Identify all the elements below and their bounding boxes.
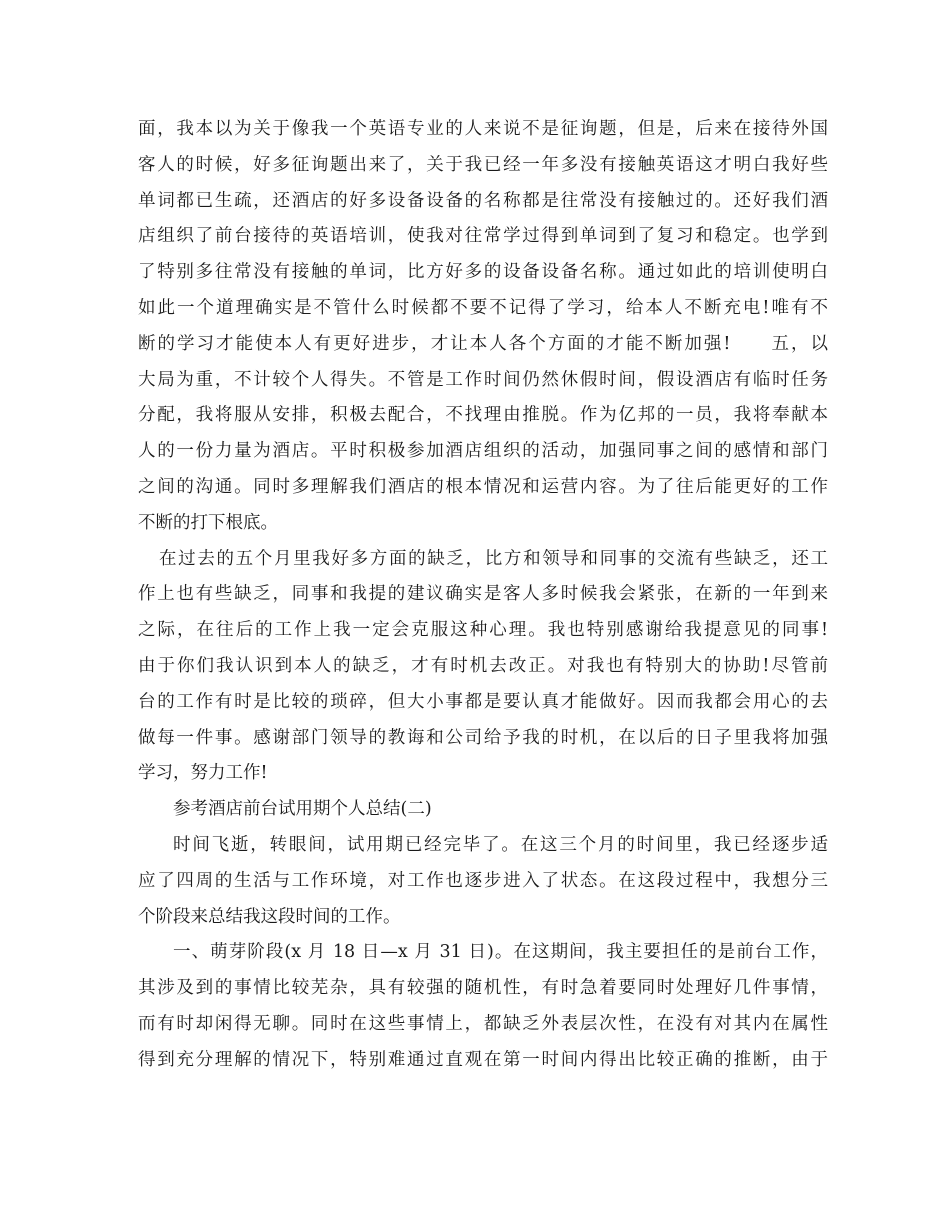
text-line: 人的一份力量为酒店。平时积极参加酒店组织的活动，加强同事之间的感情和部门 — [138, 441, 828, 462]
text-line: 客人的时候，好多征询题出来了，关于我已经一年多没有接触英语这才明白我好些 — [138, 154, 828, 175]
text-line: 由于你们我认识到本人的缺乏，才有时机去改正。对我也有特别大的协助!尽管前 — [138, 655, 828, 676]
text-line: 参考酒店前台试用期个人总结(二) — [173, 799, 432, 820]
text-line: 在过去的五个月里我好多方面的缺乏，比方和领导和同事的交流有些缺乏，还工 — [159, 548, 828, 569]
text-line: 作上也有些缺乏，同事和我提的建议确实是客人多时候我会紧张，在新的一年到来 — [138, 584, 828, 605]
text-line: 得到充分理解的情况下，特别难通过直观在第一时间内得出比较正确的推断，由于 — [138, 1049, 828, 1070]
text-line: 单词都已生疏，还酒店的好多设备设备的名称都是往常没有接触过的。还好我们酒 — [138, 190, 828, 211]
text-line: 不断的打下根底。 — [138, 512, 278, 533]
text-line: 了特别多往常没有接触的单词，比方好多的设备设备名称。通过如此的培训使明白 — [138, 262, 828, 283]
text-line: 大局为重，不计较个人得失。不管是工作时间仍然休假时间，假设酒店有临时任务 — [138, 369, 828, 390]
text-line: 做每一件事。感谢部门领导的教诲和公司给予我的时机，在以后的日子里我将加强 — [138, 727, 828, 748]
text-line: 时间飞逝，转眼间，试用期已经完毕了。在这三个月的时间里，我已经逐步适 — [173, 834, 828, 855]
text-line: 如此一个道理确实是不管什么时候都不要不记得了学习，给本人不断充电!唯有不 — [138, 297, 828, 318]
text-line: 一、萌芽阶段(x 月 18 日—x 月 31 日)。在这期间，我主要担任的是前台工作， — [173, 942, 828, 963]
text-line: 断的学习才能使本人有更好进步，才让本人各个方面的才能不断加强! 五，以 — [138, 333, 828, 354]
text-line: 其涉及到的事情比较芜杂，具有较强的随机性，有时急着要同时处理好几件事情， — [138, 978, 828, 999]
text-line: 台的工作有时是比较的琐碎，但大小事都是要认真才能做好。因而我都会用心的去 — [138, 691, 828, 712]
text-line: 学习，努力工作! — [138, 763, 268, 784]
text-line: 之间的沟通。同时多理解我们酒店的根本情况和运营内容。为了往后能更好的工作 — [138, 476, 828, 497]
text-line: 个阶段来总结我这段时间的工作。 — [138, 906, 401, 927]
document-body — [138, 112, 828, 1079]
text-line: 而有时却闲得无聊。同时在这些事情上，都缺乏外表层次性，在没有对其内在属性 — [138, 1013, 828, 1034]
text-line: 之际，在往后的工作上我一定会克服这种心理。我也特别感谢给我提意见的同事! — [138, 620, 828, 641]
text-line: 应了四周的生活与工作环境，对工作也逐步进入了状态。在这段过程中，我想分三 — [138, 870, 828, 891]
text-line: 面，我本以为关于像我一个英语专业的人来说不是征询题，但是，后来在接待外国 — [138, 119, 828, 139]
text-line: 分配，我将服从安排，积极去配合，不找理由推脱。作为亿邦的一员，我将奉献本 — [138, 405, 828, 426]
text-line: 店组织了前台接待的英语培训，使我对往常学过得到单词到了复习和稳定。也学到 — [138, 226, 828, 247]
